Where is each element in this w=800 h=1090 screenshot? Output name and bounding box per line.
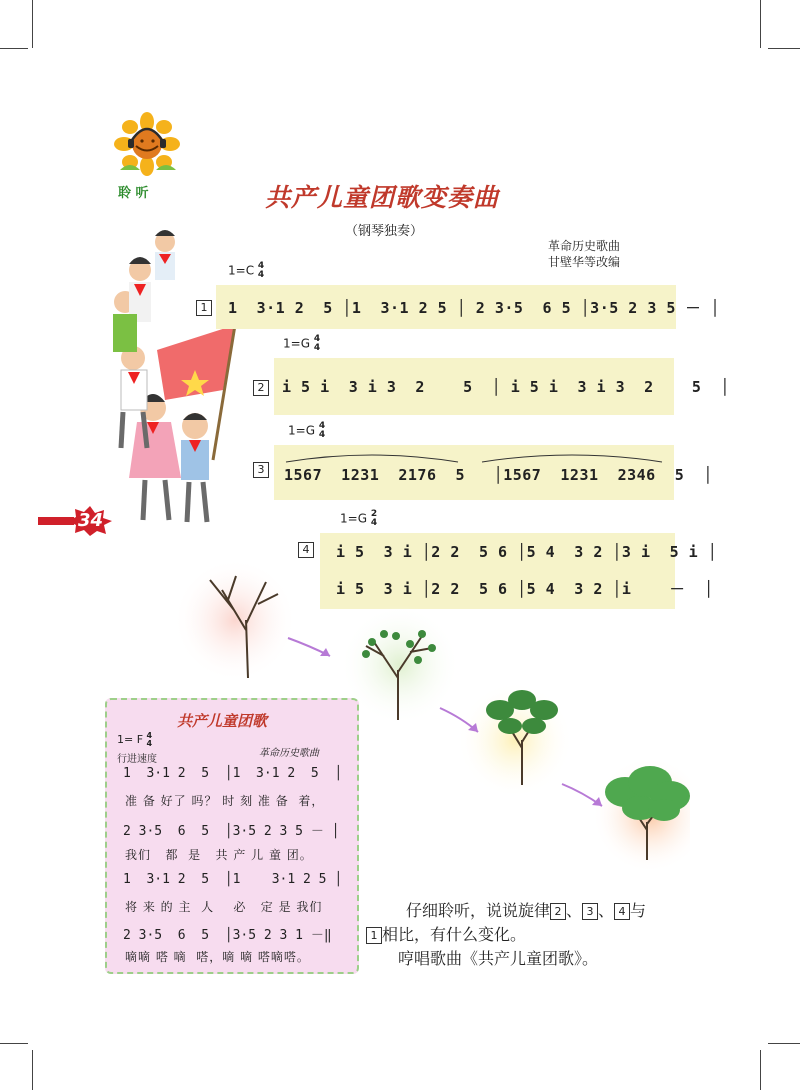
crop-mark: [760, 0, 761, 48]
meter-top: 4: [313, 334, 321, 344]
song-row-2-lyrics: 我们 都 是 共 产 儿 童 团。: [125, 848, 313, 862]
melody-4-key: [340, 510, 377, 528]
melody-2-meter: [314, 335, 320, 353]
ref-box-2: 2: [550, 903, 566, 920]
song-panel-key-text: 1= F: [117, 733, 144, 746]
question-block: [366, 899, 646, 971]
melody-3-slurs: [282, 450, 672, 466]
melody-3-notes: 1567 1231 2176 5 │1567 1231 2346 5 │: [284, 466, 713, 484]
crop-mark: [0, 48, 28, 49]
meter-top: 4: [257, 261, 265, 271]
question-prefix: 仔细聆听，说说旋律: [406, 901, 551, 920]
credit-line-1: 革命历史歌曲: [548, 239, 621, 253]
song-panel: [105, 698, 359, 974]
melody-3-key-text: 1=G: [288, 423, 315, 438]
subtitle: （钢琴独奏）: [345, 224, 424, 239]
ref-box-3: 3: [582, 903, 598, 920]
credit-block: [548, 238, 620, 270]
meter-bottom: 4: [257, 270, 265, 280]
song-row-4-lyrics: 嘀嘀 嗒 嘀 嗒，嘀 嘀 嗒嘀嗒。: [125, 950, 310, 964]
meter-bottom: 4: [313, 343, 321, 353]
crop-mark: [32, 1050, 33, 1090]
crop-mark: [32, 0, 33, 48]
song-row-1-lyrics: 准 备 好了 吗？ 时 刻 准 备 着，: [125, 794, 325, 808]
song-row-4-notes: 2 3·5 6 5 │3·5 2 3 1 －‖: [123, 928, 332, 943]
song-row-1-notes: 1 3·1 2 5 │1 3·1 2 5 │: [123, 766, 343, 781]
page-number-badge: [38, 506, 112, 536]
song-panel-key: [117, 732, 152, 748]
page-number: 34: [78, 510, 104, 531]
question-conj: 与: [630, 901, 647, 920]
crop-mark: [760, 1050, 761, 1090]
melody-2-key: [283, 335, 320, 353]
sunflower-headphones-icon: [112, 112, 182, 178]
meter-bottom: 4: [146, 739, 153, 748]
song-panel-tempo: 行进速度: [117, 754, 157, 765]
melody-4-notes-line-1: i 5 3 i │2 2 5 6 │5 4 3 2 │3 i 5 i │: [336, 543, 718, 561]
melody-3-key: [288, 422, 325, 440]
question-line-1: [366, 899, 646, 923]
question-line-3: 哼唱歌曲《共产儿童团歌》。: [398, 949, 599, 968]
song-panel-source: 革命历史歌曲: [259, 748, 319, 759]
meter-bottom: 4: [318, 430, 326, 440]
melody-4-number: 4: [298, 542, 314, 558]
melody-1-number: 1: [196, 300, 212, 316]
meter-top: 2: [370, 509, 378, 519]
question-line-2-text: 相比，有什么变化。: [382, 925, 527, 944]
ref-box-1: 1: [366, 927, 382, 944]
meter-bottom: 4: [370, 518, 378, 528]
separator: 、: [566, 901, 583, 920]
melody-3-number: 3: [253, 462, 269, 478]
question-line-2: [366, 923, 646, 947]
melody-1-key-text: 1=C: [228, 263, 255, 278]
melody-4-key-text: 1=G: [340, 511, 367, 526]
crop-mark: [768, 48, 800, 49]
separator: 、: [598, 901, 615, 920]
melody-4-notes-line-2: i 5 3 i │2 2 5 6 │5 4 3 2 │i － │: [336, 580, 714, 598]
crop-mark: [0, 1043, 28, 1044]
melody-1-notes: 1 3·1 2 5 │1 3·1 2 5 │ 2 3·5 6 5 │3·5 2 3 5 － │: [228, 299, 721, 317]
song-row-2-notes: 2 3·5 6 5 │3·5 2 3 5 － │: [123, 824, 340, 839]
meter-top: 4: [318, 421, 326, 431]
song-panel-title: 共产儿童团歌: [177, 712, 268, 730]
melody-4-meter: [371, 510, 377, 528]
song-row-3-lyrics: 将 来 的 主 人 必 定 是 我们: [125, 900, 323, 914]
melody-2-number: 2: [253, 380, 269, 396]
meter-top: 4: [146, 731, 153, 740]
ref-box-4: 4: [614, 903, 630, 920]
melody-1-key: [228, 262, 264, 280]
melody-1-meter: [258, 262, 264, 280]
song-panel-meter: [147, 732, 153, 748]
credit-line-2: 甘壁华等改编: [548, 255, 621, 269]
section-label: 聆 听: [118, 186, 149, 201]
melody-2-notes: i 5 i 3 i 3 2 5 │ i 5 i 3 i 3 2 5 │: [282, 378, 730, 396]
crop-mark: [768, 1043, 800, 1044]
song-row-3-notes: 1 3·1 2 5 │1 3·1 2 5 │: [123, 872, 343, 887]
melody-2-key-text: 1=G: [283, 336, 310, 351]
page-title: 共产儿童团歌变奏曲: [265, 183, 500, 212]
melody-3-meter: [319, 422, 325, 440]
